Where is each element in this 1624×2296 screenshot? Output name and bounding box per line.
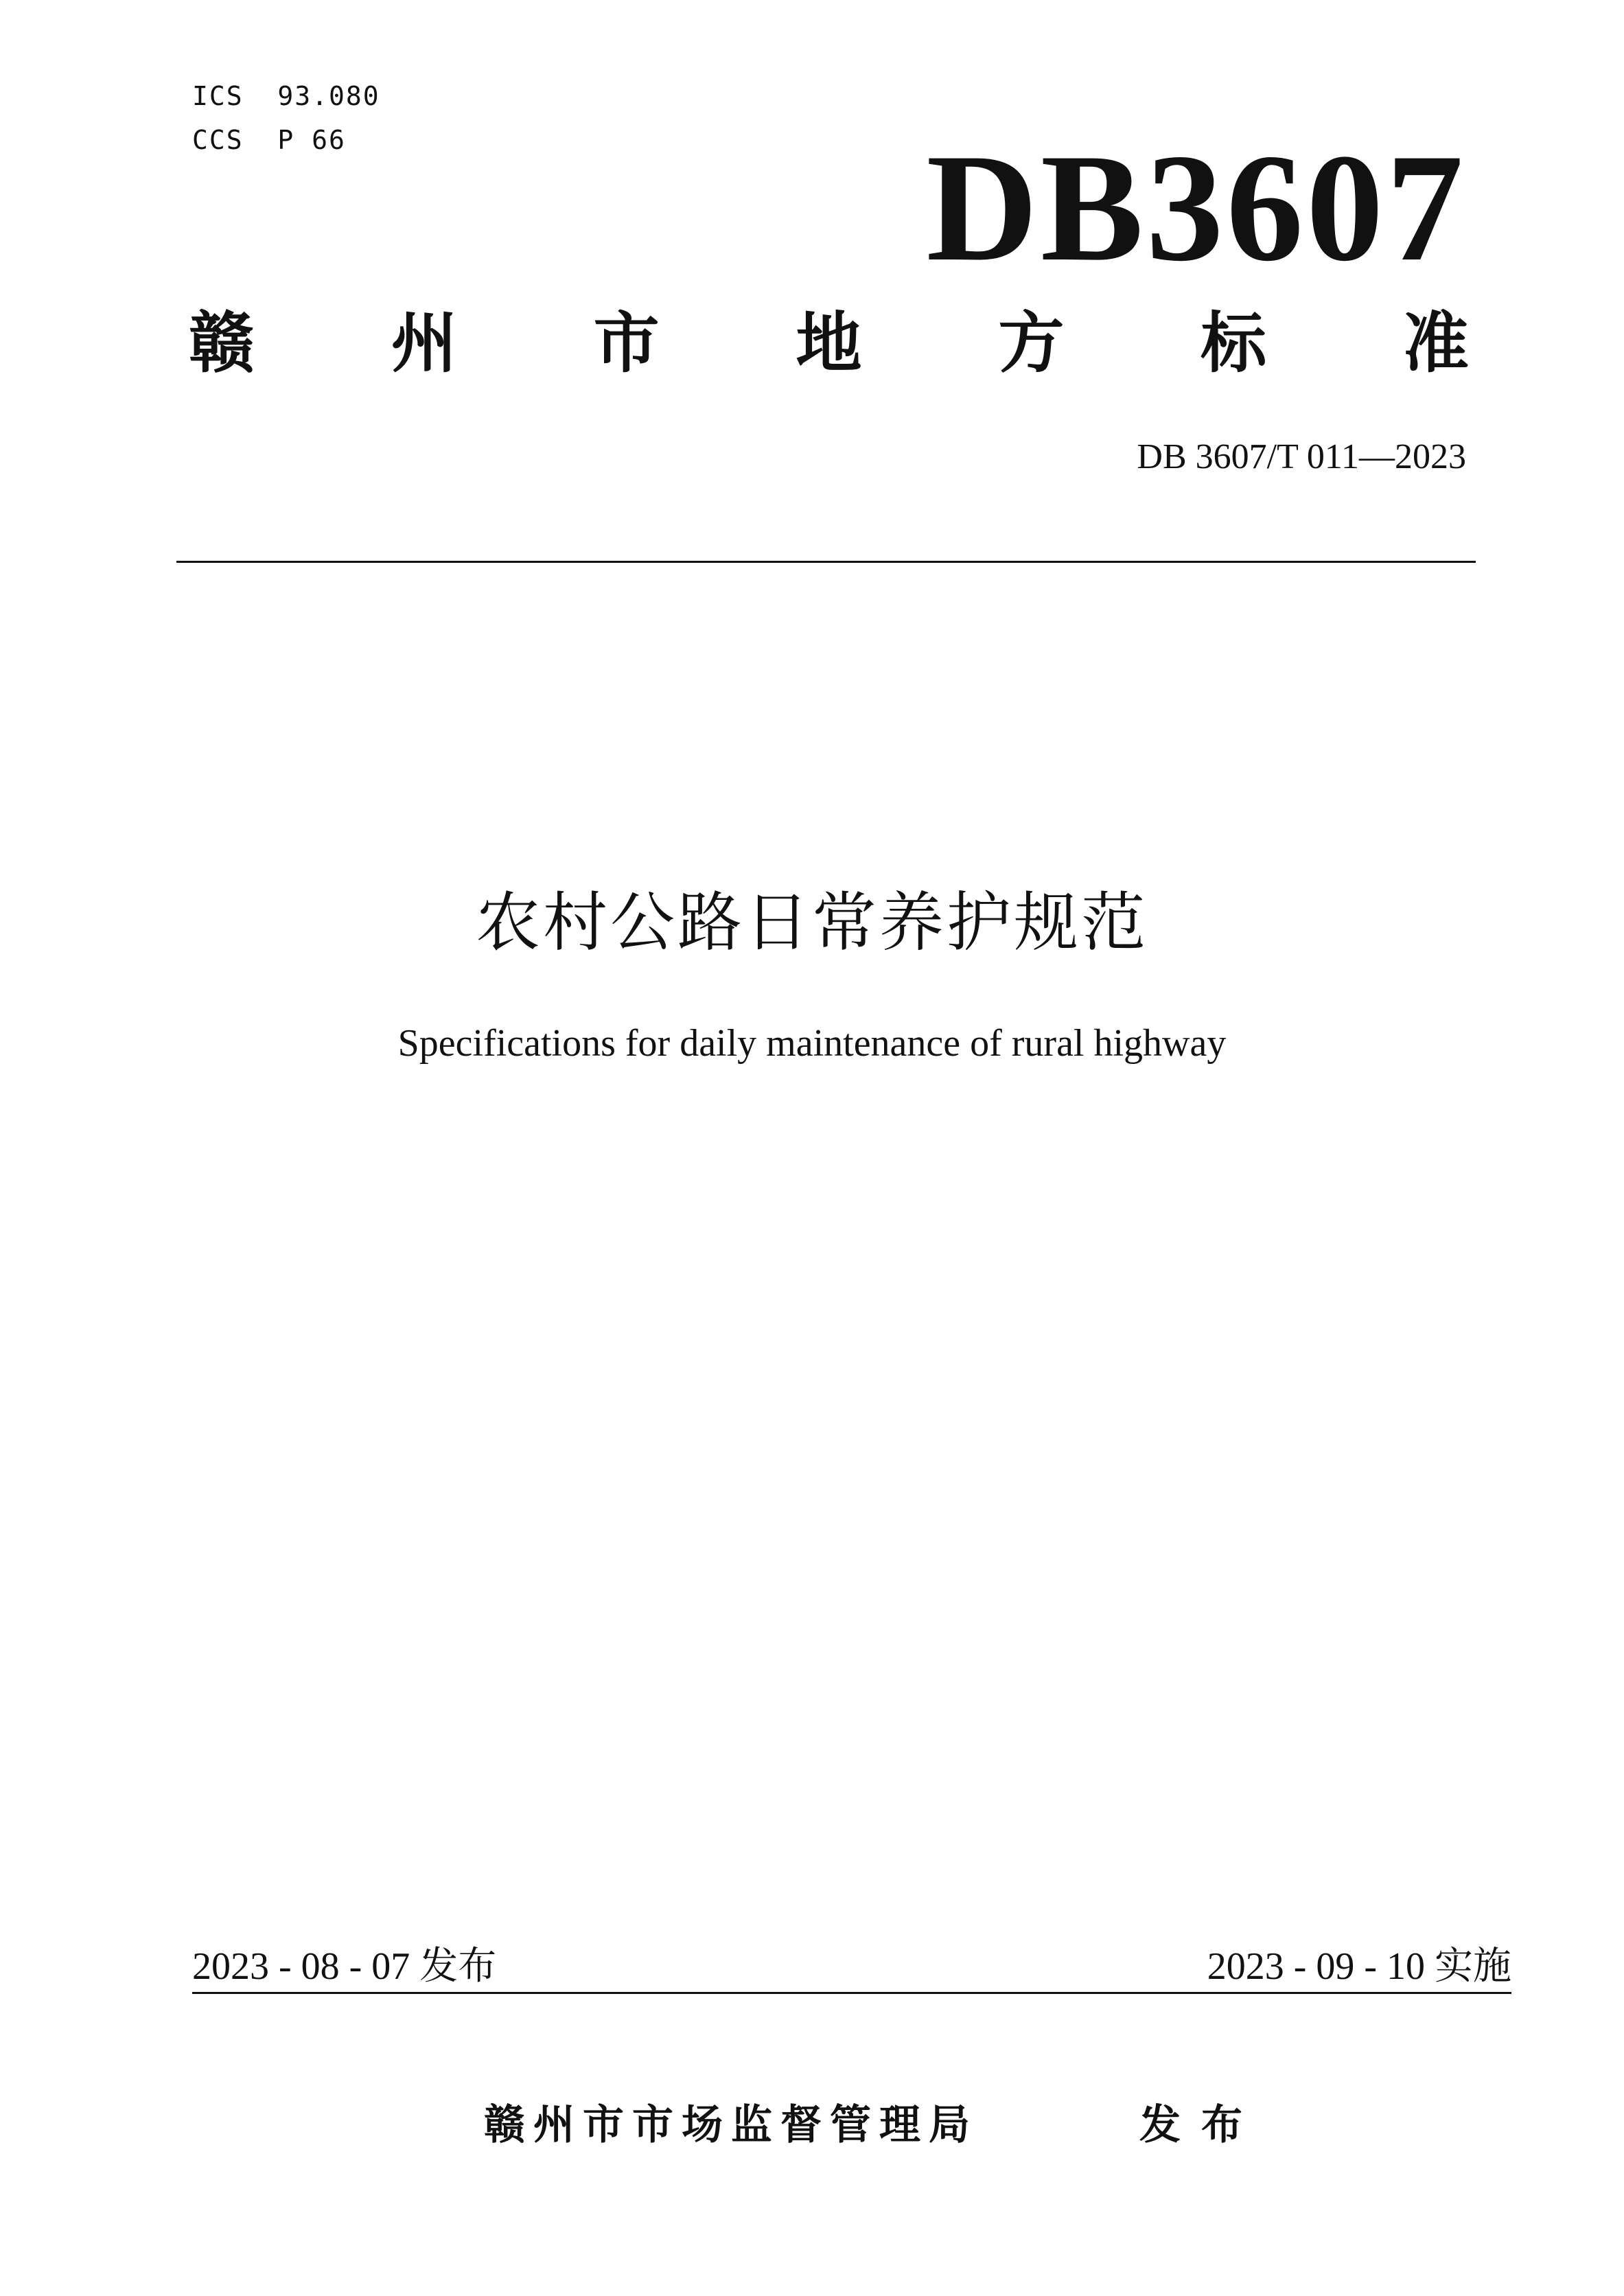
issuing-authority: 赣州市市场监督管理局 (484, 2101, 978, 2149)
standard-type-char: 州 (391, 305, 457, 382)
document-title-chinese: 农村公路日常养护规范 (475, 885, 1148, 960)
standard-number: DB 3607/T 011—2023 (1137, 437, 1466, 476)
standard-type-char: 准 (1402, 305, 1469, 382)
standard-type-char: 赣 (189, 305, 255, 382)
issuing-action: 发布 (1139, 2101, 1263, 2149)
footer-divider (192, 1992, 1511, 1994)
ics-code: ICS 93.080 (192, 81, 380, 111)
standard-type-char: 方 (998, 305, 1065, 382)
effective-date: 2023 - 09 - 10 实施 (1207, 1945, 1511, 1988)
ccs-code: CCS P 66 (192, 125, 346, 155)
standard-type-char: 市 (593, 305, 660, 382)
standard-type-char: 地 (796, 305, 862, 382)
release-date: 2023 - 08 - 07 发布 (192, 1945, 497, 1988)
standard-type-heading (189, 305, 1469, 382)
standard-type-char: 标 (1200, 305, 1267, 382)
standard-code-logo: DB3607 (926, 121, 1466, 293)
document-title-english: Specifications for daily maintenance of rural highway (397, 1022, 1227, 1065)
header-divider (176, 561, 1476, 563)
